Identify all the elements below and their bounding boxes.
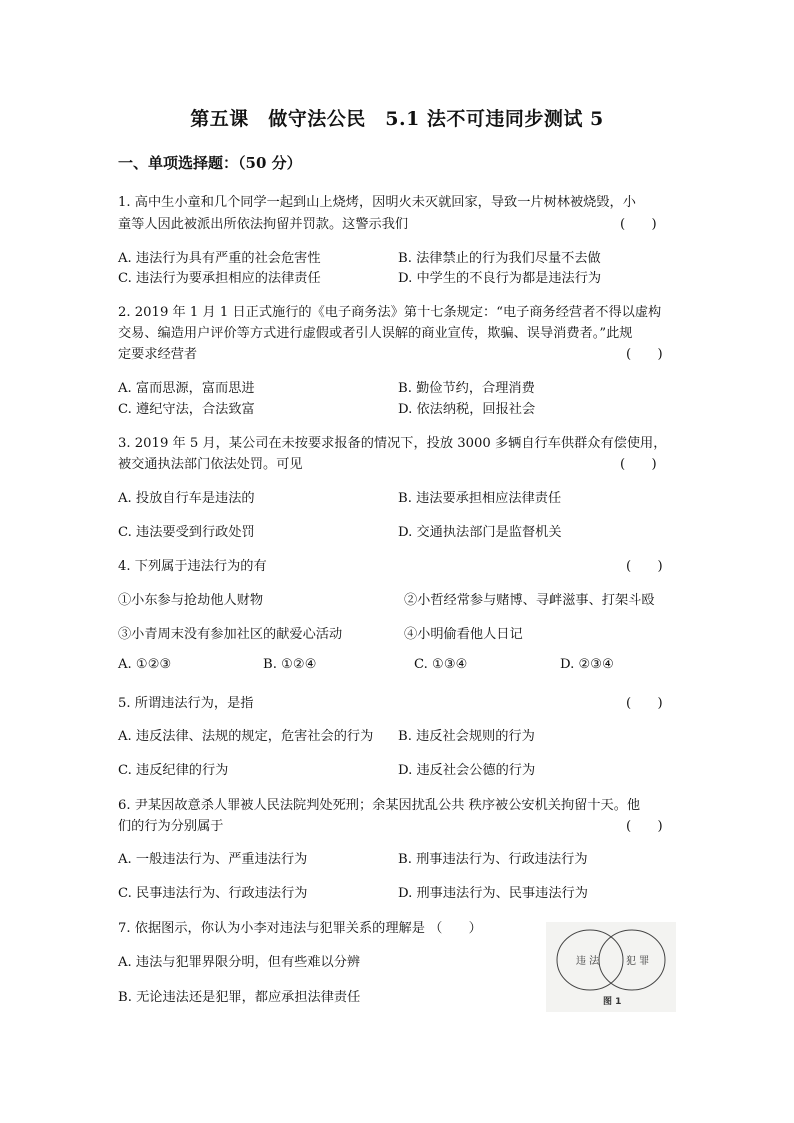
- question-2-option-d: D. 依法纳税，回报社会: [398, 402, 536, 417]
- question-1-option-b: B. 法律禁止的行为我们尽量不去做: [398, 251, 601, 266]
- question-4-option-d: D. ②③④: [560, 657, 614, 672]
- question-4-item-4: ④小明偷看他人日记: [404, 627, 523, 642]
- question-3-option-b: B. 违法要承担相应法律责任: [398, 491, 562, 506]
- question-4-item-3: ③小青周末没有参加社区的献爱心活动: [118, 627, 343, 642]
- question-4-item-1: ①小东参与抢劫他人财物: [118, 593, 264, 608]
- question-3-line-2: 被交通执法部门依法处罚。可见: [118, 457, 303, 472]
- question-2-line-2: 交易、编造用户评价等方式进行虚假或者引人误解的商业宣传，欺骗、误导消费者。”此规: [118, 326, 633, 341]
- question-4-option-c: C. ①③④: [414, 657, 468, 672]
- question-2-option-c: C. 遵纪守法，合法致富: [118, 402, 255, 417]
- question-5-option-d: D. 违反社会公德的行为: [398, 763, 536, 778]
- question-5-option-c: C. 违反纪律的行为: [118, 763, 229, 778]
- question-1-option-a: A. 违法行为具有严重的社会危害性: [118, 251, 321, 266]
- question-7-option-b: B. 无论违法还是犯罪，都应承担法律责任: [118, 990, 361, 1005]
- page-title: 第五课 做守法公民 5.1 法不可违同步测试 5: [190, 108, 604, 130]
- answer-blank: ( ): [620, 457, 657, 472]
- question-4-item-2: ②小哲经常参与赌博、寻衅滋事、打架斗殴: [404, 593, 655, 608]
- answer-blank: ( ): [626, 559, 663, 574]
- question-2-option-a: A. 富而思源，富而思进: [118, 381, 255, 396]
- question-3-option-c: C. 违法要受到行政处罚: [118, 525, 255, 540]
- venn-figure: [546, 922, 676, 1012]
- question-6-option-a: A. 一般违法行为、严重违法行为: [118, 852, 308, 867]
- crime-label: 犯 罪: [626, 956, 650, 967]
- question-5-option-b: B. 违反社会规则的行为: [398, 729, 535, 744]
- answer-blank: ( ): [620, 217, 657, 232]
- question-4-option-b: B. ①②④: [263, 657, 317, 672]
- question-6-line-1: 6. 尹某因故意杀人罪被人民法院判处死刑；余某因扰乱公共 秩序被公安机关拘留十天。他: [118, 798, 641, 813]
- question-2-line-3: 定要求经营者: [118, 347, 198, 362]
- question-1-line-1: 1. 高中生小童和几个同学一起到山上烧烤，因明火未灭就回家，导致一片树林被烧毁，小: [118, 195, 636, 210]
- question-4-line-1: 4. 下列属于违法行为的有: [118, 559, 267, 574]
- question-7-line-1: 7. 依据图示，你认为小李对违法与犯罪关系的理解是 （ ）: [118, 921, 482, 936]
- figure-caption: 图 1: [603, 997, 622, 1007]
- question-5-option-a: A. 违反法律、法规的规定，危害社会的行为: [118, 729, 374, 744]
- question-7-option-a: A. 违法与犯罪界限分明，但有些难以分辨: [118, 955, 361, 970]
- question-6-option-b: B. 刑事违法行为、行政违法行为: [398, 852, 588, 867]
- question-1-line-2: 童等人因此被派出所依法拘留并罚款。这警示我们: [118, 217, 409, 232]
- question-1-option-d: D. 中学生的不良行为都是违法行为: [398, 271, 602, 286]
- question-2-line-1: 2. 2019 年 1 月 1 日正式施行的《电子商务法》第十七条规定：“电子商务经营者不得以虚构: [118, 305, 662, 320]
- question-1-option-c: C. 违法行为要承担相应的法律责任: [118, 271, 321, 286]
- question-3-option-a: A. 投放自行车是违法的: [118, 491, 255, 506]
- violation-label: 违 法: [576, 956, 600, 967]
- question-3-line-1: 3. 2019 年 5 月，某公司在未按要求报备的情况下，投放 3000 多辆自行车供群众有偿使用，: [118, 436, 667, 451]
- answer-blank: ( ): [626, 696, 663, 711]
- question-5-line-1: 5. 所谓违法行为，是指: [118, 696, 254, 711]
- question-6-line-2: 们的行为分别属于: [118, 819, 224, 834]
- question-3-option-d: D. 交通执法部门是监督机关: [398, 525, 562, 540]
- question-2-option-b: B. 勤俭节约，合理消费: [398, 381, 535, 396]
- answer-blank: ( ): [626, 347, 663, 362]
- question-6-option-c: C. 民事违法行为、行政违法行为: [118, 886, 308, 901]
- section-heading: 一、单项选择题：（50 分）: [118, 154, 302, 172]
- question-4-option-a: A. ①②③: [118, 657, 172, 672]
- question-6-option-d: D. 刑事违法行为、民事违法行为: [398, 886, 588, 901]
- answer-blank: ( ): [626, 819, 663, 834]
